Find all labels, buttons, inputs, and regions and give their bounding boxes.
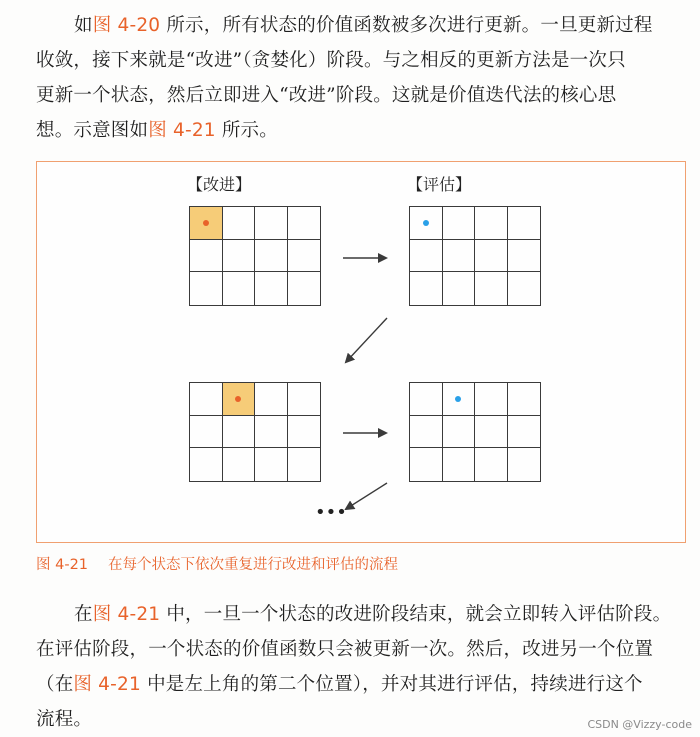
intro-line-1: 如图 4-20 所示，所有状态的价值函数被多次进行更新。一旦更新过程 — [74, 15, 653, 36]
figure-ref-4-20[interactable]: 图 4-20 — [92, 15, 161, 36]
continuation-ellipsis: ••• — [315, 502, 347, 523]
explanation-line-1: 在图 4-21 中，一旦一个状态的改进阶段结束，就会立即转入评估阶段。 — [74, 604, 672, 625]
intro-line-3: 更新一个状态，然后立即进入“改进”阶段。这就是价值迭代法的核心思 — [36, 85, 617, 106]
label-evaluate: 【评估】 — [407, 175, 472, 194]
intro-line-4: 想。示意图如图 4-21 所示。 — [36, 120, 278, 141]
figure-ref-4-21[interactable]: 图 4-21 — [92, 604, 161, 625]
figure-ref-4-21[interactable]: 图 4-21 — [73, 674, 141, 695]
figure-ref-4-21[interactable]: 图 4-21 — [148, 120, 216, 141]
explanation-paragraph — [36, 597, 686, 737]
flow-arrows — [37, 162, 687, 544]
label-improve: 【改进】 — [187, 175, 252, 194]
caption-text: 在每个状态下依次重复进行改进和评估的流程 — [108, 557, 399, 573]
intro-paragraph — [36, 8, 686, 148]
explanation-line-3: （在图 4-21 中是左上角的第二个位置），并对其进行评估，持续进行这个 — [36, 674, 643, 695]
arrow-diagonal-2 — [346, 483, 387, 509]
figure-4-21 — [36, 161, 686, 543]
explanation-line-2: 在评估阶段，一个状态的价值函数只会被更新一次。然后，改进另一个位置 — [36, 639, 654, 660]
explanation-line-4: 流程。 — [36, 709, 93, 730]
watermark: CSDN @Vizzy-code — [587, 718, 692, 731]
figure-caption — [36, 553, 398, 574]
caption-number: 图 4-21 — [36, 557, 89, 573]
intro-line-2: 收敛，接下来就是“改进”（贪婪化）阶段。与之相反的更新方法是一次只 — [36, 50, 626, 71]
arrow-diagonal-1 — [346, 318, 387, 362]
